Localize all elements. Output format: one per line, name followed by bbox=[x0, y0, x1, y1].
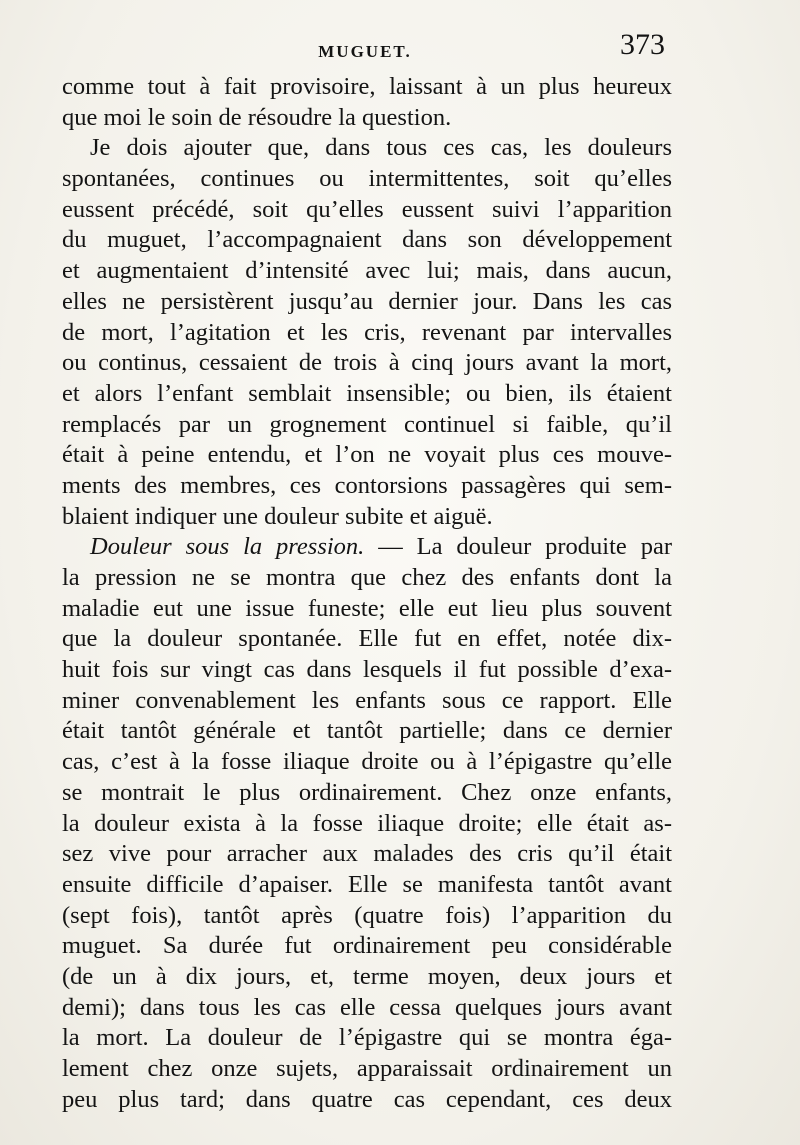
text-line bbox=[62, 747, 672, 778]
line-text: (de un à dix jours, et, terme moyen, deux jours et bbox=[62, 962, 672, 990]
text-line bbox=[62, 563, 672, 594]
line-text: et alors l’enfant semblait insensible; ou bien, ils étaient bbox=[62, 379, 672, 407]
line-text: sez vive pour arracher aux malades des cris qu’il était bbox=[62, 840, 672, 868]
line-text: ensuite difficile d’apaiser. Elle se manifesta tantôt avant bbox=[62, 870, 672, 898]
line-text: du muguet, l’accompagnaient dans son développement bbox=[62, 226, 672, 254]
line-text: maladie eut une issue funeste; elle eut lieu plus souvent bbox=[62, 594, 672, 622]
text-line bbox=[62, 440, 672, 471]
line-text: cas, c’est à la fosse iliaque droite ou à l’épigastre qu’elle bbox=[62, 748, 672, 776]
text-line bbox=[62, 471, 672, 502]
text-line bbox=[62, 72, 672, 103]
text-line bbox=[62, 624, 672, 655]
text-line bbox=[62, 809, 672, 840]
line-text: miner convenablement les enfants sous ce rapport. Elle bbox=[62, 686, 672, 714]
line-text: la mort. La douleur de l’épigastre qui se montra éga- bbox=[62, 1024, 672, 1052]
text-line bbox=[62, 993, 672, 1024]
text-line bbox=[62, 103, 672, 134]
text-line bbox=[62, 379, 672, 410]
line-text: que moi le soin de résoudre la question. bbox=[62, 103, 452, 131]
text-line bbox=[62, 225, 672, 256]
line-text: muguet. Sa durée fut ordinairement peu considérable bbox=[62, 932, 672, 960]
text-line bbox=[62, 931, 672, 962]
text-line bbox=[62, 164, 672, 195]
line-text: que la douleur spontanée. Elle fut en effet, notée dix- bbox=[62, 625, 672, 653]
text-line bbox=[62, 410, 672, 441]
line-text: eussent précédé, soit qu’elles eussent suivi l’apparition bbox=[62, 195, 672, 223]
text-line bbox=[62, 348, 672, 379]
italic-heading: Douleur sous la pression. bbox=[90, 533, 365, 561]
line-text: remplacés par un grognement continuel si faible, qu’il bbox=[62, 410, 672, 438]
text-line bbox=[62, 686, 672, 717]
page-number: 373 bbox=[620, 28, 665, 61]
text-line bbox=[62, 594, 672, 625]
text-line bbox=[62, 532, 672, 563]
line-text: comme tout à fait provisoire, laissant à un plus heureux bbox=[62, 73, 672, 100]
line-text: Je dois ajouter que, dans tous ces cas, les douleurs bbox=[90, 134, 672, 162]
line-text: ments des membres, ces contorsions passagères qui sem- bbox=[62, 471, 672, 499]
text-line bbox=[62, 962, 672, 993]
line-text: et augmentaient d’intensité avec lui; mais, dans aucun, bbox=[62, 257, 672, 285]
line-text: la douleur exista à la fosse iliaque droite; elle était as- bbox=[62, 809, 672, 837]
line-text: lement chez onze sujets, apparaissait ordinairement un bbox=[62, 1055, 672, 1082]
line-text: ou continus, cessaient de trois à cinq jours avant la mort, bbox=[62, 349, 672, 377]
line-text: était à peine entendu, et l’on ne voyait plus ces mouve- bbox=[62, 441, 672, 469]
line-text: — La douleur produite par bbox=[364, 533, 672, 561]
text-line bbox=[62, 1054, 672, 1085]
line-text: de mort, l’agitation et les cris, revenant par intervalles bbox=[62, 318, 672, 346]
line-text: se montrait le plus ordinairement. Chez onze enfants, bbox=[62, 778, 672, 806]
line-text: peu plus tard; dans quatre cas cependant, ces deux bbox=[62, 1085, 672, 1113]
text-line bbox=[62, 256, 672, 287]
text-line bbox=[62, 1085, 672, 1116]
line-text: blaient indiquer une douleur subite et aiguë. bbox=[62, 502, 493, 530]
text-line bbox=[62, 318, 672, 349]
text-line bbox=[62, 502, 672, 533]
text-line bbox=[62, 778, 672, 809]
text-line bbox=[62, 901, 672, 932]
text-line bbox=[62, 195, 672, 226]
line-text: (sept fois), tantôt après (quatre fois) l’apparition du bbox=[62, 901, 672, 929]
line-text: la pression ne se montra que chez des enfants dont la bbox=[62, 564, 672, 591]
page-header bbox=[60, 28, 670, 68]
text-line bbox=[62, 839, 672, 870]
text-line bbox=[62, 655, 672, 686]
line-text: spontanées, continues ou intermittentes, soit qu’elles bbox=[62, 165, 672, 193]
text-line bbox=[62, 716, 672, 747]
line-text: était tantôt générale et tantôt partielle; dans ce dernier bbox=[62, 717, 672, 745]
line-text: elles ne persistèrent jusqu’au dernier jour. Dans les cas bbox=[62, 287, 672, 315]
text-line bbox=[62, 133, 672, 164]
line-text: huit fois sur vingt cas dans lesquels il fut possible d’exa- bbox=[62, 656, 672, 684]
running-head: MUGUET. bbox=[318, 42, 412, 61]
line-text: demi); dans tous les cas elle cessa quelques jours avant bbox=[62, 993, 672, 1021]
text-line bbox=[62, 287, 672, 318]
body-text bbox=[62, 72, 672, 1115]
text-line bbox=[62, 1023, 672, 1054]
text-line bbox=[62, 870, 672, 901]
